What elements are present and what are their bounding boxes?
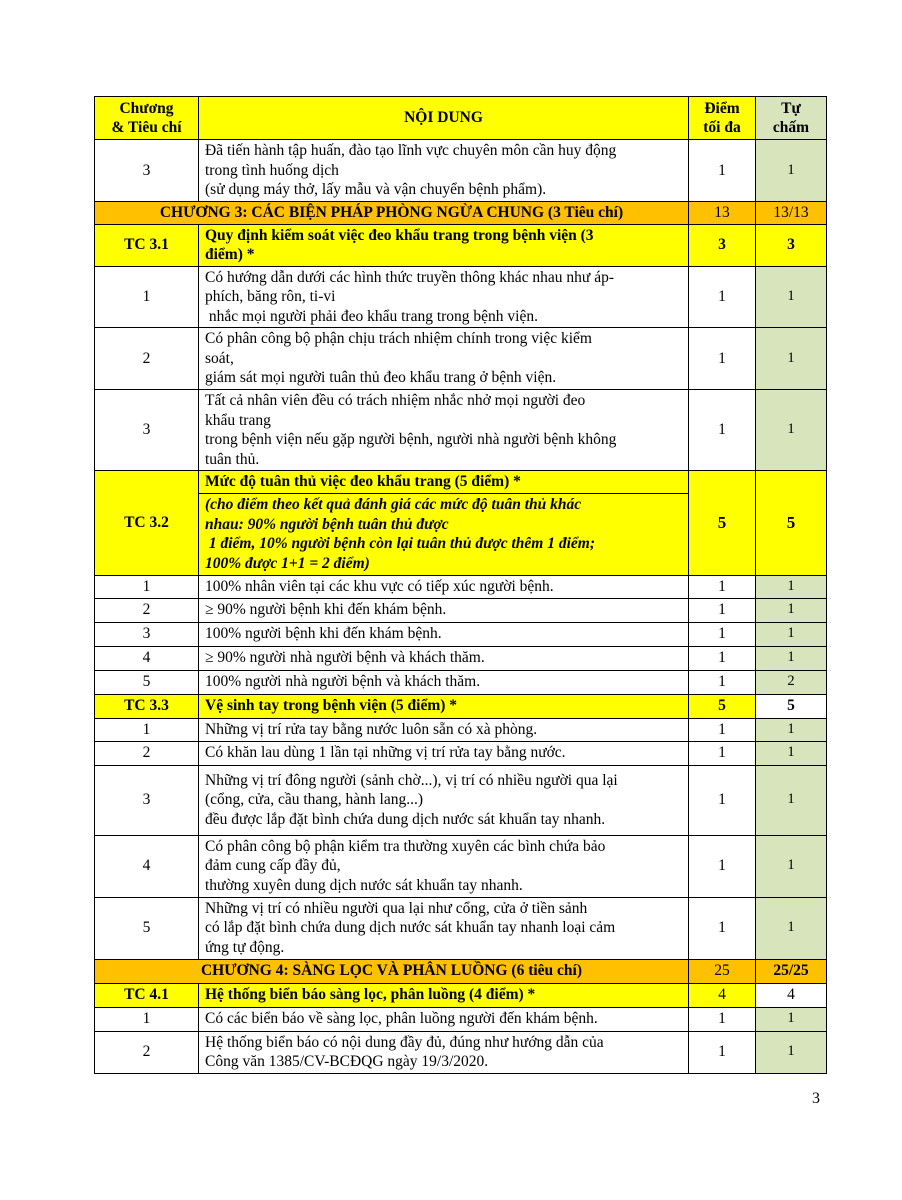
chapter-row: CHƯƠNG 3: CÁC BIỆN PHÁP PHÒNG NGỪA CHUNG (3 Tiêu chí) 13 13/13 <box>95 202 827 225</box>
table-row: 5 Những vị trí có nhiều người qua lại như cổng, cửa ở tiền sảnh có lắp đặt bình chứa dung dịch nước sát khuẩn tay nhanh loại cảm ứng tự động. 1 1 <box>95 897 827 959</box>
chapter-title: CHƯƠNG 4: SÀNG LỌC VÀ PHÂN LUỒNG (6 tiêu chí) <box>95 959 689 983</box>
criterion-title: Hệ thống biển báo sàng lọc, phân luồng (4 điểm) * <box>199 983 689 1007</box>
table-row: 1 Những vị trí rửa tay bằng nước luôn sẵn có xà phòng. 1 1 <box>95 718 827 741</box>
criterion-title: Mức độ tuân thủ việc đeo khẩu trang (5 điểm) * <box>199 471 689 494</box>
header-chapter: Chương & Tiêu chí <box>95 97 199 140</box>
table-row: 2 ≥ 90% người bệnh khi đến khám bệnh. 1 1 <box>95 598 827 622</box>
criterion-note: (cho điểm theo kết quả đánh giá các mức độ tuân thủ khác nhau: 90% người bệnh tuân thủ được 1 điểm, 10% người bệnh còn lại tuân thủ được thêm 1 điểm; 100% được 1+1 = 2 điểm) <box>199 493 689 575</box>
table-row: 3 Những vị trí đông người (sảnh chờ...), vị trí có nhiều người qua lại (cổng, cửa, cầu thang, hành lang...) đều được lắp đặt bình chứa dung dịch nước sát khuẩn tay nhanh. 1 1 <box>95 765 827 835</box>
table-row: 1 Có hướng dẫn dưới các hình thức truyền thông khác nhau như áp- phích, băng rôn, ti-vi nhắc mọi người phải đeo khẩu trang trong bệnh viện. 1 1 <box>95 266 827 328</box>
table-row: 3 Tất cả nhân viên đều có trách nhiệm nhắc nhở mọi người đeo khẩu trang trong bệnh viện nếu gặp người bệnh, người nhà người bệnh không tuân thủ. 1 1 <box>95 390 827 471</box>
criterion-title: Quy định kiểm soát việc đeo khẩu trang trong bệnh viện (3 điểm) * <box>199 224 689 266</box>
criterion-row: TC 4.1 Hệ thống biển báo sàng lọc, phân luồng (4 điểm) * 4 4 <box>95 983 827 1007</box>
table-row: 1 100% nhân viên tại các khu vực có tiếp xúc người bệnh. 1 1 <box>95 575 827 598</box>
criterion-code: TC 4.1 <box>95 983 199 1007</box>
criterion-row: TC 3.1 Quy định kiểm soát việc đeo khẩu trang trong bệnh viện (3 điểm) * 3 3 <box>95 224 827 266</box>
table-row: 2 Hệ thống biển báo có nội dung đầy đủ, đúng như hướng dẫn của Công văn 1385/CV-BCĐQG ngày 19/3/2020. 1 1 <box>95 1031 827 1073</box>
criterion-code: TC 3.3 <box>95 694 199 718</box>
criterion-row: TC 3.3 Vệ sinh tay trong bệnh viện (5 điểm) * 5 5 <box>95 694 827 718</box>
table-row: 2 Có phân công bộ phận chịu trách nhiệm chính trong việc kiểm soát, giám sát mọi người tuân thủ đeo khẩu trang ở bệnh viện. 1 1 <box>95 328 827 390</box>
table-row: 3 100% người bệnh khi đến khám bệnh. 1 1 <box>95 622 827 646</box>
criterion-code: TC 3.2 <box>95 471 199 576</box>
page-number: 3 <box>812 1090 820 1107</box>
chapter-title: CHƯƠNG 3: CÁC BIỆN PHÁP PHÒNG NGỪA CHUNG (3 Tiêu chí) <box>95 202 689 225</box>
table-row: 3 Đã tiến hành tập huấn, đào tạo lĩnh vực chuyên môn cần huy động trong tình huống dịch (sử dụng máy thở, lấy mẫu và vận chuyển bệnh phẩm). 1 1 <box>95 140 827 202</box>
criterion-code: TC 3.1 <box>95 224 199 266</box>
header-self-score: Tự chấm <box>756 97 827 140</box>
table-row: 2 Có khăn lau dùng 1 lần tại những vị trí rửa tay bằng nước. 1 1 <box>95 741 827 765</box>
criteria-table <box>94 96 827 1074</box>
table-row: 4 ≥ 90% người nhà người bệnh và khách thăm. 1 1 <box>95 646 827 670</box>
chapter-row: CHƯƠNG 4: SÀNG LỌC VÀ PHÂN LUỒNG (6 tiêu chí) 25 25/25 <box>95 959 827 983</box>
table-row: 1 Có các biển báo về sàng lọc, phân luồng người đến khám bệnh. 1 1 <box>95 1007 827 1031</box>
header-content: NỘI DUNG <box>199 97 689 140</box>
criterion-title: Vệ sinh tay trong bệnh viện (5 điểm) * <box>199 694 689 718</box>
criterion-row: TC 3.2 Mức độ tuân thủ việc đeo khẩu trang (5 điểm) * 5 5 <box>95 471 827 494</box>
table-header <box>95 97 827 140</box>
header-max-score: Điểm tối đa <box>689 97 756 140</box>
table-row: 5 100% người nhà người bệnh và khách thăm. 1 2 <box>95 670 827 694</box>
table-row: 4 Có phân công bộ phận kiểm tra thường xuyên các bình chứa bảo đảm cung cấp đầy đủ, thường xuyên dung dịch nước sát khuẩn tay nhanh. 1 1 <box>95 835 827 897</box>
